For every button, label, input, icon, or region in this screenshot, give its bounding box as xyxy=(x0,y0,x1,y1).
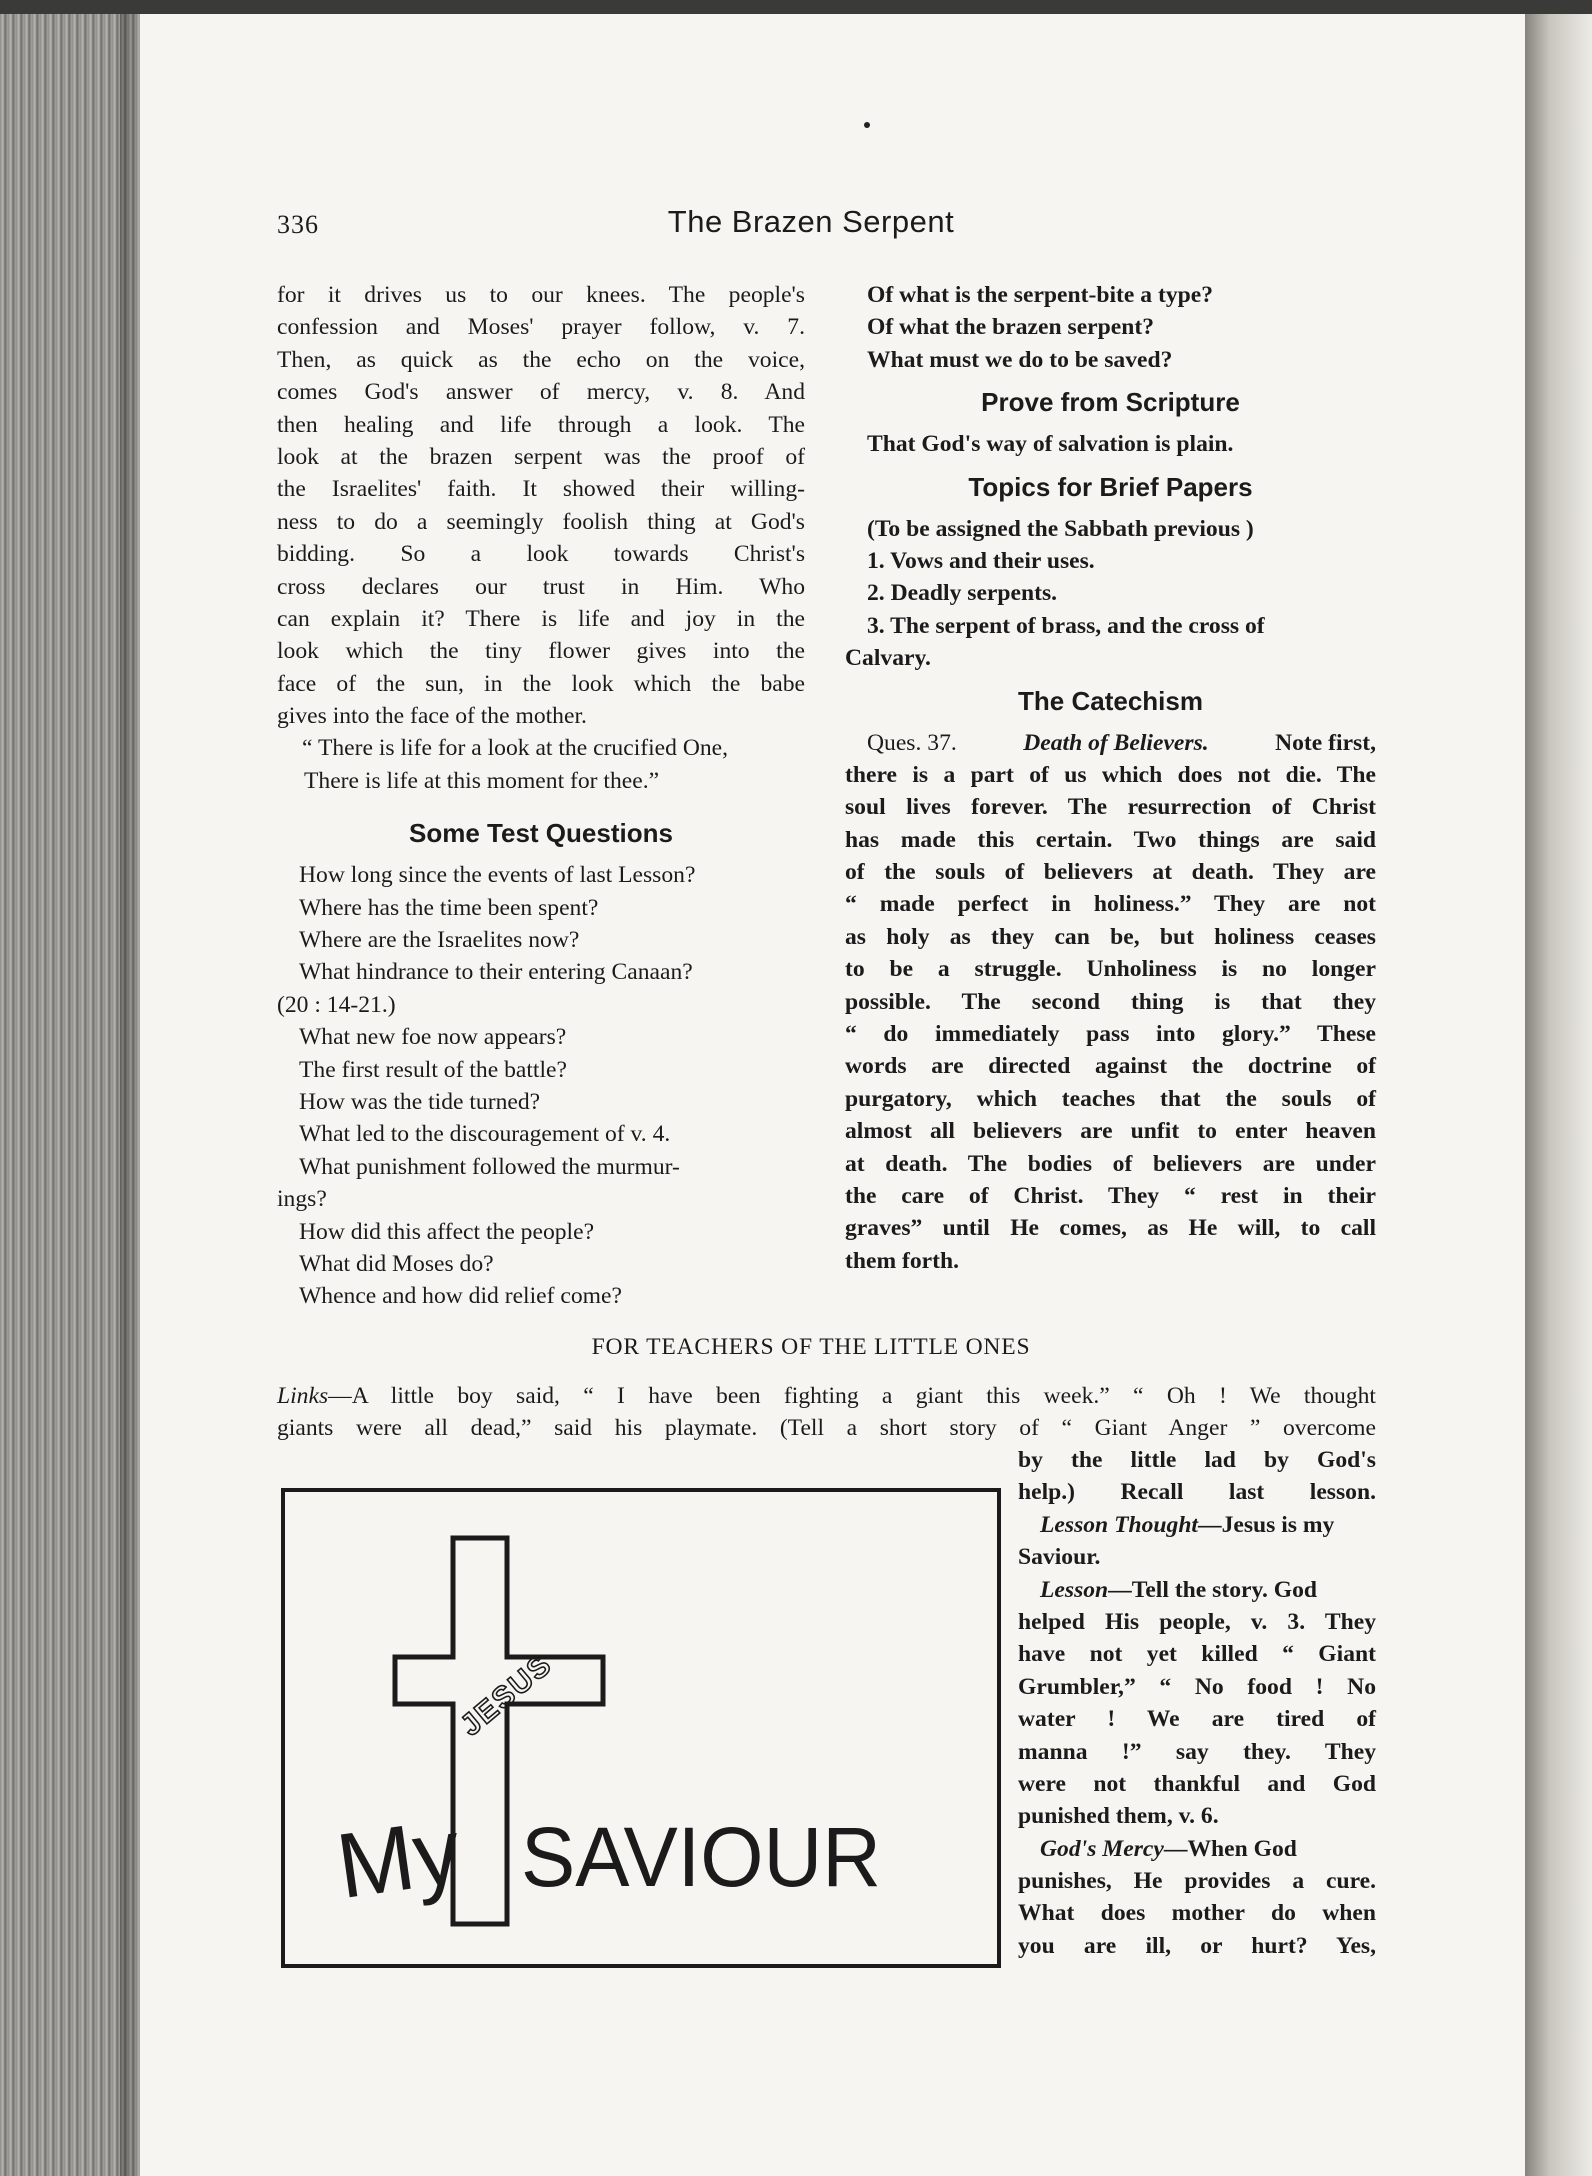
text-line: purgatory, which teaches that the souls of xyxy=(845,1085,1376,1112)
text-line: were not thankful and God xyxy=(1018,1770,1376,1797)
topics-note: (To be assigned the Sabbath previous ) xyxy=(867,515,1254,542)
text-line: manna !” say they. They xyxy=(1018,1738,1376,1765)
question-item: Of what is the serpent-bite a type? xyxy=(867,282,1214,308)
text-line: comes God's answer of mercy, v. 8. And xyxy=(277,379,805,406)
topics-continuation: Calvary. xyxy=(845,645,931,672)
question-item: How was the tide turned? xyxy=(299,1088,541,1115)
section-heading-test-questions: Some Test Questions xyxy=(409,818,673,849)
text-line: words are directed against the doctrine of xyxy=(845,1053,1376,1080)
text-line: soul lives forever. The resurrection of Christ xyxy=(845,794,1376,821)
test-questions-list-2 xyxy=(277,1021,805,1183)
links-line-1 xyxy=(277,1380,1376,1412)
question-item: Of what the brazen serpent? xyxy=(867,314,1155,341)
text-line: by the little lad by God's xyxy=(1018,1447,1376,1473)
text-line: at death. The bodies of believers are under xyxy=(845,1150,1376,1177)
topic-item: 3. The serpent of brass, and the cross of xyxy=(867,612,1265,639)
catechism-question-number: Ques. 37. xyxy=(867,729,957,756)
prove-text: That God's way of salvation is plain. xyxy=(867,431,1234,458)
topic-item: 2. Deadly serpents. xyxy=(867,580,1058,607)
question-item: The first result of the battle? xyxy=(299,1056,567,1083)
text-line: have not yet killed “ Giant xyxy=(1018,1641,1376,1668)
question-item: What hindrance to their entering Canaan? xyxy=(299,959,693,986)
lesson-line xyxy=(1018,1574,1376,1606)
lesson-text: —Tell the story. God xyxy=(1108,1576,1318,1603)
question-item: Where has the time been spent? xyxy=(299,894,599,921)
text-line: almost all believers are unfit to enter heaven xyxy=(845,1118,1376,1145)
facing-page-edge xyxy=(1522,0,1592,2176)
text-line: can explain it? There is life and joy in the xyxy=(277,605,805,632)
lesson-thought-continuation: Saviour. xyxy=(1018,1544,1101,1571)
text-line: of the souls of believers at death. They are xyxy=(845,859,1376,886)
question-item: What punishment followed the murmur- xyxy=(299,1153,680,1180)
section-heading-topics: Topics for Brief Papers xyxy=(968,471,1253,502)
text-line: cross declares our trust in Him. Who xyxy=(277,573,805,600)
section-heading-teachers: FOR TEACHERS OF THE LITTLE ONES xyxy=(591,1334,1031,1360)
figure-word-saviour: SAVIOUR xyxy=(521,1810,881,1904)
question-item: How did this affect the people? xyxy=(299,1218,595,1245)
lesson-paragraph xyxy=(1018,1606,1376,1833)
left-intro-paragraph xyxy=(277,279,805,732)
lesson-thought-line xyxy=(1018,1509,1376,1541)
text-line: face of the sun, in the look which the babe xyxy=(277,670,805,697)
gods-mercy-line xyxy=(1018,1833,1376,1865)
left-column xyxy=(277,279,805,1313)
review-questions-list xyxy=(845,279,1376,376)
text-line: punishes, He provides a cure. xyxy=(1018,1868,1376,1895)
text-line: “ made perfect in holiness.” They are not xyxy=(845,891,1376,918)
teachers-side-column xyxy=(1018,1444,1376,1962)
text-line: to be a struggle. Unholiness is no longer xyxy=(845,956,1376,983)
catechism-first-rest: Note first, xyxy=(1275,729,1376,756)
lesson-label: Lesson xyxy=(1040,1576,1109,1603)
text-line: you are ill, or hurt? Yes, xyxy=(1018,1932,1376,1959)
text-line: ness to do a seemingly foolish thing at God's xyxy=(277,508,805,535)
running-title: The Brazen Serpent xyxy=(667,204,955,239)
text-line: look at the brazen serpent was the proof of xyxy=(277,443,805,470)
text-line: confession and Moses' prayer follow, v. 7. xyxy=(277,314,805,341)
links-line-2: giants were all dead,” said his playmate. (Tell a short story of “ Giant Anger ” overcome xyxy=(277,1415,1376,1441)
text-line: the Israelites' faith. It showed their willing- xyxy=(277,476,805,503)
cross-drawing xyxy=(285,1492,997,1964)
lesson-thought-label: Lesson Thought xyxy=(1040,1511,1198,1538)
question-item: What new foe now appears? xyxy=(299,1024,567,1051)
ink-speck xyxy=(864,122,870,128)
gods-mercy-label: God's Mercy xyxy=(1040,1835,1164,1862)
cross-word-jesus: JESUS xyxy=(454,1647,559,1743)
links-label: Links xyxy=(277,1383,329,1409)
text-line: then healing and life through a look. The xyxy=(277,411,805,438)
catechism-last-line: them forth. xyxy=(845,1247,960,1274)
question-continuation: ings? xyxy=(277,1186,327,1213)
text-line: possible. The second thing is that they xyxy=(845,988,1376,1015)
question-item: What did Moses do? xyxy=(299,1250,494,1277)
text-line: punished them, v. 6. xyxy=(1018,1803,1219,1830)
test-questions-list xyxy=(277,859,805,989)
section-heading-catechism: The Catechism xyxy=(1018,685,1203,716)
catechism-paragraph xyxy=(845,759,1376,1245)
text-line: bidding. So a look towards Christ's xyxy=(277,541,805,568)
question-item: How long since the events of last Lesson? xyxy=(299,862,696,889)
text-line: has made this certain. Two things are said xyxy=(845,826,1376,853)
text-line: look which the tiny flower gives into the xyxy=(277,638,805,665)
text-line: What does mother do when xyxy=(1018,1900,1376,1927)
question-item: What led to the discouragement of v. 4. xyxy=(299,1121,671,1148)
question-item: Whence and how did relief come? xyxy=(299,1283,622,1310)
text-line: Then, as quick as the echo on the voice, xyxy=(277,346,805,373)
catechism-first-line xyxy=(845,727,1376,759)
question-reference: (20 : 14-21.) xyxy=(277,991,396,1018)
text-line: the care of Christ. They “ rest in their xyxy=(845,1182,1376,1209)
topics-list xyxy=(845,545,1376,642)
poem-line-1: “ There is life for a look at the crucified One, xyxy=(302,735,729,762)
text-line: gives into the face of the mother. xyxy=(277,703,587,730)
text-line: as holy as they can be, but holiness ceases xyxy=(845,923,1376,950)
my-saviour-illustration xyxy=(281,1488,1001,1968)
gods-mercy-paragraph xyxy=(1018,1865,1376,1962)
question-item: What must we do to be saved? xyxy=(867,346,1173,373)
right-column xyxy=(845,279,1376,1277)
test-questions-list-3 xyxy=(277,1216,805,1313)
poem-line-2: There is life at this moment for thee.” xyxy=(304,767,660,794)
catechism-question-title: Death of Believers. xyxy=(1023,729,1209,756)
topic-item: 1. Vows and their uses. xyxy=(867,547,1095,574)
page-number: 336 xyxy=(277,210,319,239)
links-text-1: —A little boy said, “ I have been fighting a giant this week.” “ Oh ! We thought xyxy=(328,1383,1376,1409)
lesson-thought-text: —Jesus is my xyxy=(1198,1511,1335,1538)
binding-shadow xyxy=(120,0,140,2176)
teachers-intro-lines xyxy=(1018,1444,1376,1509)
section-heading-prove: Prove from Scripture xyxy=(981,387,1240,418)
text-line: helped His people, v. 3. They xyxy=(1018,1608,1376,1635)
text-line: graves” until He comes, as He will, to call xyxy=(845,1215,1376,1242)
text-line: Grumbler,” “ No food ! No xyxy=(1018,1673,1376,1700)
text-line: there is a part of us which does not die. The xyxy=(845,761,1376,788)
gods-mercy-text: —When God xyxy=(1163,1835,1297,1862)
text-line: water ! We are tired of xyxy=(1018,1706,1376,1733)
text-line: help.) Recall last lesson. xyxy=(1018,1479,1376,1506)
text-line: for it drives us to our knees. The people's xyxy=(277,282,805,308)
text-line: “ do immediately pass into glory.” These xyxy=(845,1021,1376,1048)
scan-top-edge xyxy=(0,0,1592,14)
question-item: Where are the Israelites now? xyxy=(299,927,580,954)
figure-word-my: My xyxy=(330,1799,467,1919)
